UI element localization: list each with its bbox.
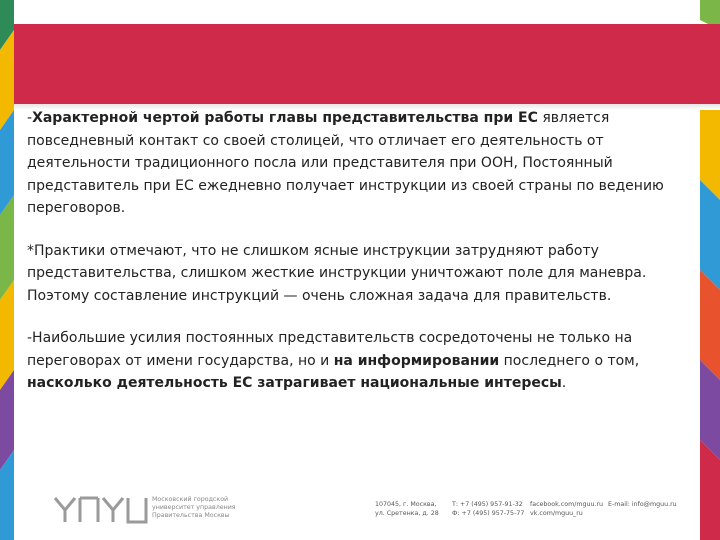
web-link[interactable]: vk.com/mguu_ru xyxy=(530,510,583,517)
slide-body xyxy=(27,107,695,415)
footer-email[interactable] xyxy=(608,500,677,509)
address-line: ул. Сретенка, д. 28 xyxy=(375,510,439,517)
web-link[interactable]: facebook.com/mguu.ru xyxy=(530,501,604,508)
logo-text-line: Правительства Москвы xyxy=(152,512,230,519)
footer-phones xyxy=(452,500,524,518)
text-segment-bold: на информировании xyxy=(333,352,500,369)
title-band xyxy=(14,24,720,104)
text-segment: . xyxy=(561,375,567,391)
text-segment: является повседневный контакт со своей столицей, что отличает его деятельность от деятельности традиционного посла или представителя при ООН, Постоянный представитель при ЕС ежедневно получает инструкции из своей страны по ведению переговоров. xyxy=(27,110,664,216)
paragraph-1 xyxy=(27,107,695,220)
email-link[interactable]: E-mail: info@mguu.ru xyxy=(608,501,677,508)
paragraph-2 xyxy=(27,240,695,308)
text-segment: - xyxy=(27,110,33,126)
footer-web[interactable] xyxy=(530,500,603,518)
logo-text xyxy=(152,496,236,520)
text-segment: *Практики отмечают, что не слишком ясные инструкции затрудняют работу представительства, слишком жесткие инструкции уничтожают поле для маневра. Поэтому составление инструкций — очень сложная задача для правительств. xyxy=(27,242,647,304)
text-segment-bold: Характерной чертой работы главы представительства при ЕС xyxy=(32,110,538,126)
university-logo-icon xyxy=(53,494,149,524)
address-line: 107045, г. Москва, xyxy=(375,501,437,508)
phone-line: Ф: +7 (495) 957-75-77 xyxy=(452,510,525,517)
footer-address xyxy=(375,500,439,518)
text-segment: последнего о том, xyxy=(499,352,640,369)
text-segment: -Наибольшие усилия постоянных представительств сосредоточены не только на переговорах от имени государства, но и xyxy=(27,330,633,369)
footer xyxy=(0,494,720,534)
paragraph-3 xyxy=(27,327,695,395)
phone-line: Т: +7 (495) 957-91-32 xyxy=(452,501,523,508)
logo-text-line: университет управления xyxy=(152,504,236,511)
text-segment-bold: насколько деятельность ЕС затрагивает национальные интересы xyxy=(27,375,562,391)
logo-text-line: Московский городской xyxy=(152,496,229,503)
